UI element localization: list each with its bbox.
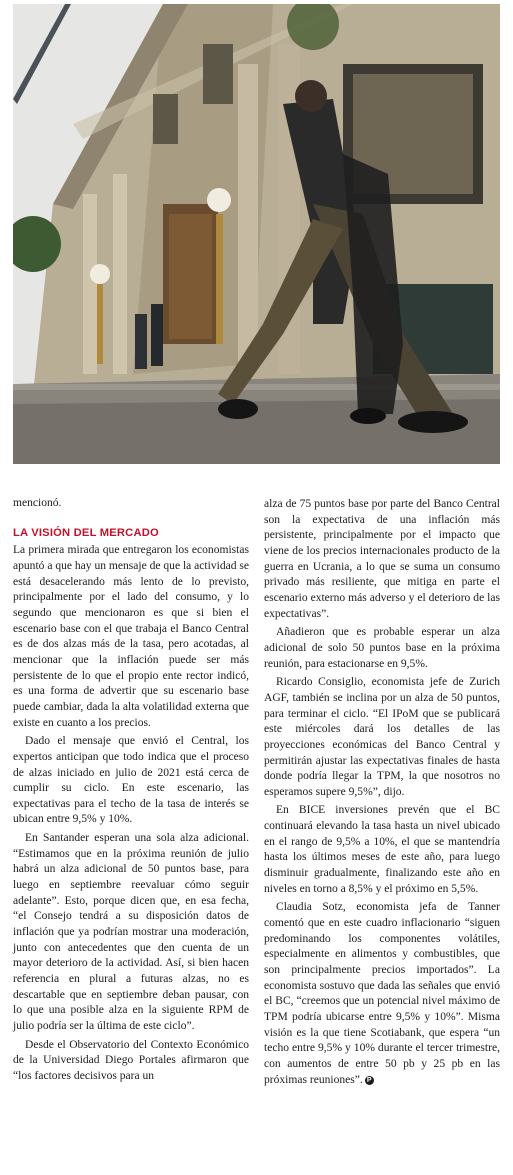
- paragraph: Dado el mensaje que envió el Central, los expertos anticipan que todo indica que el proceso de alzas iniciado en julio de 2021 está cerca de cumplir su ciclo. En este escenario, las expectativas para el techo de la tasa de interés se ubican entre 9,5% y 10%.: [13, 735, 249, 826]
- left-column: [13, 496, 249, 1085]
- section-title: LA VISIÓN DEL MERCADO: [13, 526, 159, 539]
- paragraph: La primera mirada que entregaron los economistas apuntó a que hay un mensaje de que la actividad se está desacelerando más lento de lo previsto, principalmente por el lado del consumo, y lo segundo que mencionaron es que si bien el escenario base con el que trabaja el Banco Central es de dos alzas más de la tasa, pero acotadas, al mencionar que la inflación puede ser más persistente de lo que el propio ente rector indicó, es una forma de advertir que su escenario base puede cambiar, dada la alta volatilidad externa que existe en cuanto a los precios.: [13, 544, 249, 729]
- paragraph: Ricardo Consiglio, economista jefe de Zurich AGF, también se inclina por un alza de 50 puntos, para terminar el ciclo. “El IPoM que se publicará este miércoles dará los detalles de las proyecciones económicas del Banco Central y permitirán ajustar las expectativas finales de hasta donde podría llegar la TPM, la que nosotros no esperamos supere 9,5%”, dijo.: [264, 676, 500, 798]
- paragraph: En BICE inversiones prevén que el BC continuará elevando la tasa hasta un nivel ubicado en el rango de 9,5% a 10%, el que se mantendría hasta los últimos meses de este año, para luego disminuir gradualmente, finalizando este año en niveles en torno a 8,5% y el próximo en 5,5%.: [264, 804, 500, 895]
- paragraph-text: Claudia Sotz, economista jefa de Tanner comentó que en este cuadro inflacionario “siguen predominando los componentes volátiles, especialmente en alimentos y combustibles, que son principalmente precios importados”. La economista sostuvo que dada las señales que envió el BC, “creemos que un potencial nivel máximo de TPM podría ubicarse entre 9,5% y 10%”. Misma visión es la que tiene Scotiabank, que espera “un techo entre 9,5% y 10% durante el tercer trimestre, con aumentos de entre 50 pb y 25 pb en las próximas reuniones”.: [264, 901, 500, 1086]
- paragraph: Añadieron que es probable esperar un alza adicional de solo 50 puntos base en la próxima reunión, para estacionarse en 9,5%.: [264, 626, 500, 670]
- paragraph: En Santander esperan una sola alza adicional. “Estimamos que en la próxima reunión de julio habrá un alza adicional de 50 puntos base, para luego en septiembre reevaluar cómo seguir adelante”. Esto, porque dicen que, en esa fecha, “el Consejo tendrá a su disposición datos de inflación que ya podrían mostrar una moderación, junto con antecedentes que den cuenta de un mayor deterioro de la actividad. Así, si bien hacen referencia en plural a futuras alzas, no es descartable que en septiembre deban pausar, con lo que una posible alza en la siguiente RPM de julio podría ser la última de este ciclo”.: [13, 832, 249, 1032]
- article-photo: [13, 4, 500, 464]
- paragraph: Desde el Observatorio del Contexto Económico de la Universidad Diego Portales afirmaron que “los factores decisivos para un: [13, 1038, 249, 1082]
- end-of-article-icon: P: [365, 1076, 374, 1085]
- intro-line: mencionó.: [13, 497, 62, 509]
- right-column: [264, 497, 500, 1088]
- paragraph-last: [264, 900, 500, 1088]
- street-photo: [13, 4, 500, 464]
- paragraph: alza de 75 puntos base por parte del Banco Central son la expectativa de una inflación más persistente, principalmente por el impacto que viene de los precios internacionales producto de la guerra en Ucrania, a lo que se suma un consumo privado más resiliente, que mitiga en parte el escenario externo más adverso y el deterioro de las expectativas”.: [264, 498, 500, 620]
